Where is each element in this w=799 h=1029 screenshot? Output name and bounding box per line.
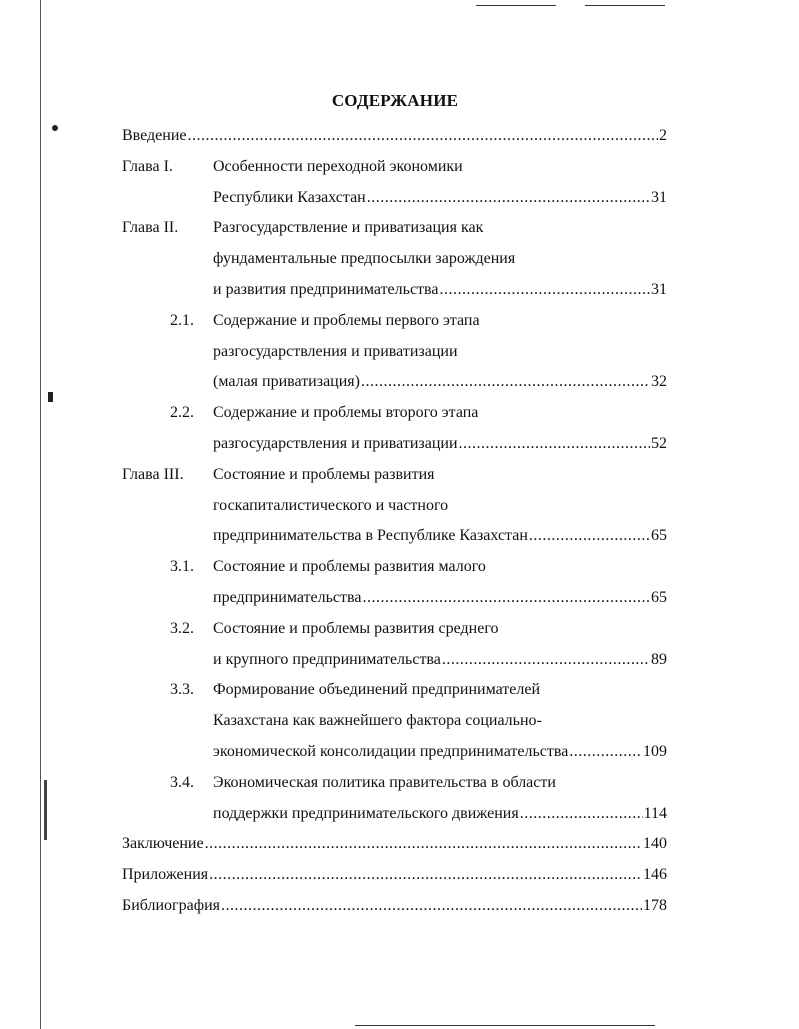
toc-entry bbox=[122, 306, 667, 398]
toc-page-number: 140 bbox=[643, 835, 667, 853]
toc-entry-text: Формирование объединений предпринимателей bbox=[213, 681, 541, 699]
scan-margin-line bbox=[40, 0, 41, 1029]
toc-entry bbox=[122, 829, 667, 860]
toc-entry-text: Экономическая политика правительства в области bbox=[213, 773, 556, 791]
page-title: СОДЕРЖАНИЕ bbox=[331, 91, 459, 110]
toc-entry-label: Глава II. bbox=[122, 219, 179, 237]
dot-leader bbox=[205, 829, 642, 860]
toc-entry bbox=[122, 398, 667, 460]
toc-entry-text: Состояние и проблемы развития bbox=[213, 465, 435, 483]
toc-entry-text: Особенности переходной экономики bbox=[213, 157, 463, 175]
toc-page-number: 89 bbox=[651, 650, 667, 668]
toc-entry-label: Глава III. bbox=[122, 465, 184, 483]
toc-page-number: 32 bbox=[651, 373, 667, 391]
toc-entry-label: 2.2. bbox=[170, 404, 194, 422]
dot-leader bbox=[209, 860, 642, 891]
scan-mark bbox=[52, 125, 58, 131]
toc-entry-text: разгосударствления и приватизации bbox=[213, 434, 458, 452]
toc-entry-text: фундаментальные предпосылки зарождения bbox=[213, 250, 516, 268]
dot-leader bbox=[361, 367, 650, 398]
scan-mark bbox=[44, 780, 47, 840]
toc-page-number: 52 bbox=[651, 434, 667, 452]
toc-entry-label: 3.3. bbox=[170, 681, 194, 699]
toc-entry-label: 3.1. bbox=[170, 558, 194, 576]
toc-entry bbox=[122, 213, 667, 305]
toc-entry-text: госкапиталистического и частного bbox=[213, 496, 449, 514]
dot-leader bbox=[529, 521, 650, 552]
toc-entry bbox=[122, 860, 667, 891]
dot-leader bbox=[367, 183, 650, 214]
toc-entry-text: Содержание и проблемы второго этапа bbox=[213, 404, 479, 422]
dot-leader bbox=[221, 891, 642, 922]
scan-mark bbox=[48, 392, 53, 402]
toc-entry-text: предпринимательства bbox=[213, 588, 362, 606]
toc-page-number: 65 bbox=[651, 588, 667, 606]
toc-entry-text: разгосударствления и приватизации bbox=[213, 342, 458, 360]
toc-page-number: 178 bbox=[643, 896, 667, 914]
toc-page-number: 65 bbox=[651, 527, 667, 545]
dot-leader bbox=[569, 737, 642, 768]
toc-entry-text: Заключение bbox=[122, 835, 204, 853]
toc-page-number: 31 bbox=[651, 280, 667, 298]
toc-entry-text: поддержки предпринимательского движения bbox=[213, 804, 519, 822]
toc-entry-text: Состояние и проблемы развития среднего bbox=[213, 619, 499, 637]
toc-entry-text: Республики Казахстан bbox=[213, 188, 366, 206]
dot-leader bbox=[439, 275, 650, 306]
toc-entry-label: 3.2. bbox=[170, 619, 194, 637]
dot-leader bbox=[362, 583, 650, 614]
toc-entry-text: (малая приватизация) bbox=[213, 373, 360, 391]
toc-entry-label: Глава I. bbox=[122, 157, 173, 175]
toc-page-number: 109 bbox=[643, 742, 667, 760]
toc-entry bbox=[122, 152, 667, 214]
toc-entry-text: Приложения bbox=[122, 866, 209, 884]
dot-leader bbox=[520, 799, 643, 830]
toc-entry bbox=[122, 460, 667, 552]
toc-entry bbox=[122, 891, 667, 922]
toc-entry-text: Казахстана как важнейшего фактора социально- bbox=[213, 712, 542, 730]
toc-entry-text: экономической консолидации предпринимательства bbox=[213, 742, 569, 760]
toc-entry-text: Библиография bbox=[122, 896, 220, 914]
toc-entry-text: Разгосударствление и приватизация как bbox=[213, 219, 484, 237]
toc-entry-text: и развития предпринимательства bbox=[213, 280, 439, 298]
toc-page-number: 114 bbox=[643, 804, 667, 822]
toc-entry bbox=[122, 768, 667, 830]
toc-entry bbox=[122, 614, 667, 676]
toc-entry-label: 3.4. bbox=[170, 773, 194, 791]
toc-entry bbox=[122, 552, 667, 614]
scan-top-line bbox=[476, 5, 556, 6]
toc-entry bbox=[122, 121, 667, 152]
toc-entry-text: Введение bbox=[122, 127, 187, 144]
toc-page-number: 146 bbox=[643, 866, 667, 884]
toc-entry bbox=[122, 675, 667, 767]
toc-page-number: 31 bbox=[651, 188, 667, 206]
table-of-contents bbox=[122, 121, 667, 922]
scan-bottom-line bbox=[355, 1025, 655, 1026]
toc-entry-text: Состояние и проблемы развития малого bbox=[213, 558, 486, 576]
scan-top-line bbox=[585, 5, 665, 6]
toc-entry-label: 2.1. bbox=[170, 311, 194, 329]
dot-leader bbox=[188, 121, 659, 152]
toc-entry-text: и крупного предпринимательства bbox=[213, 650, 441, 668]
toc-entry-text: предпринимательства в Республике Казахстан bbox=[213, 527, 528, 545]
dot-leader bbox=[442, 645, 650, 676]
dot-leader bbox=[459, 429, 651, 460]
toc-page-number: 2 bbox=[659, 127, 667, 144]
toc-entry-text: Содержание и проблемы первого этапа bbox=[213, 311, 480, 329]
